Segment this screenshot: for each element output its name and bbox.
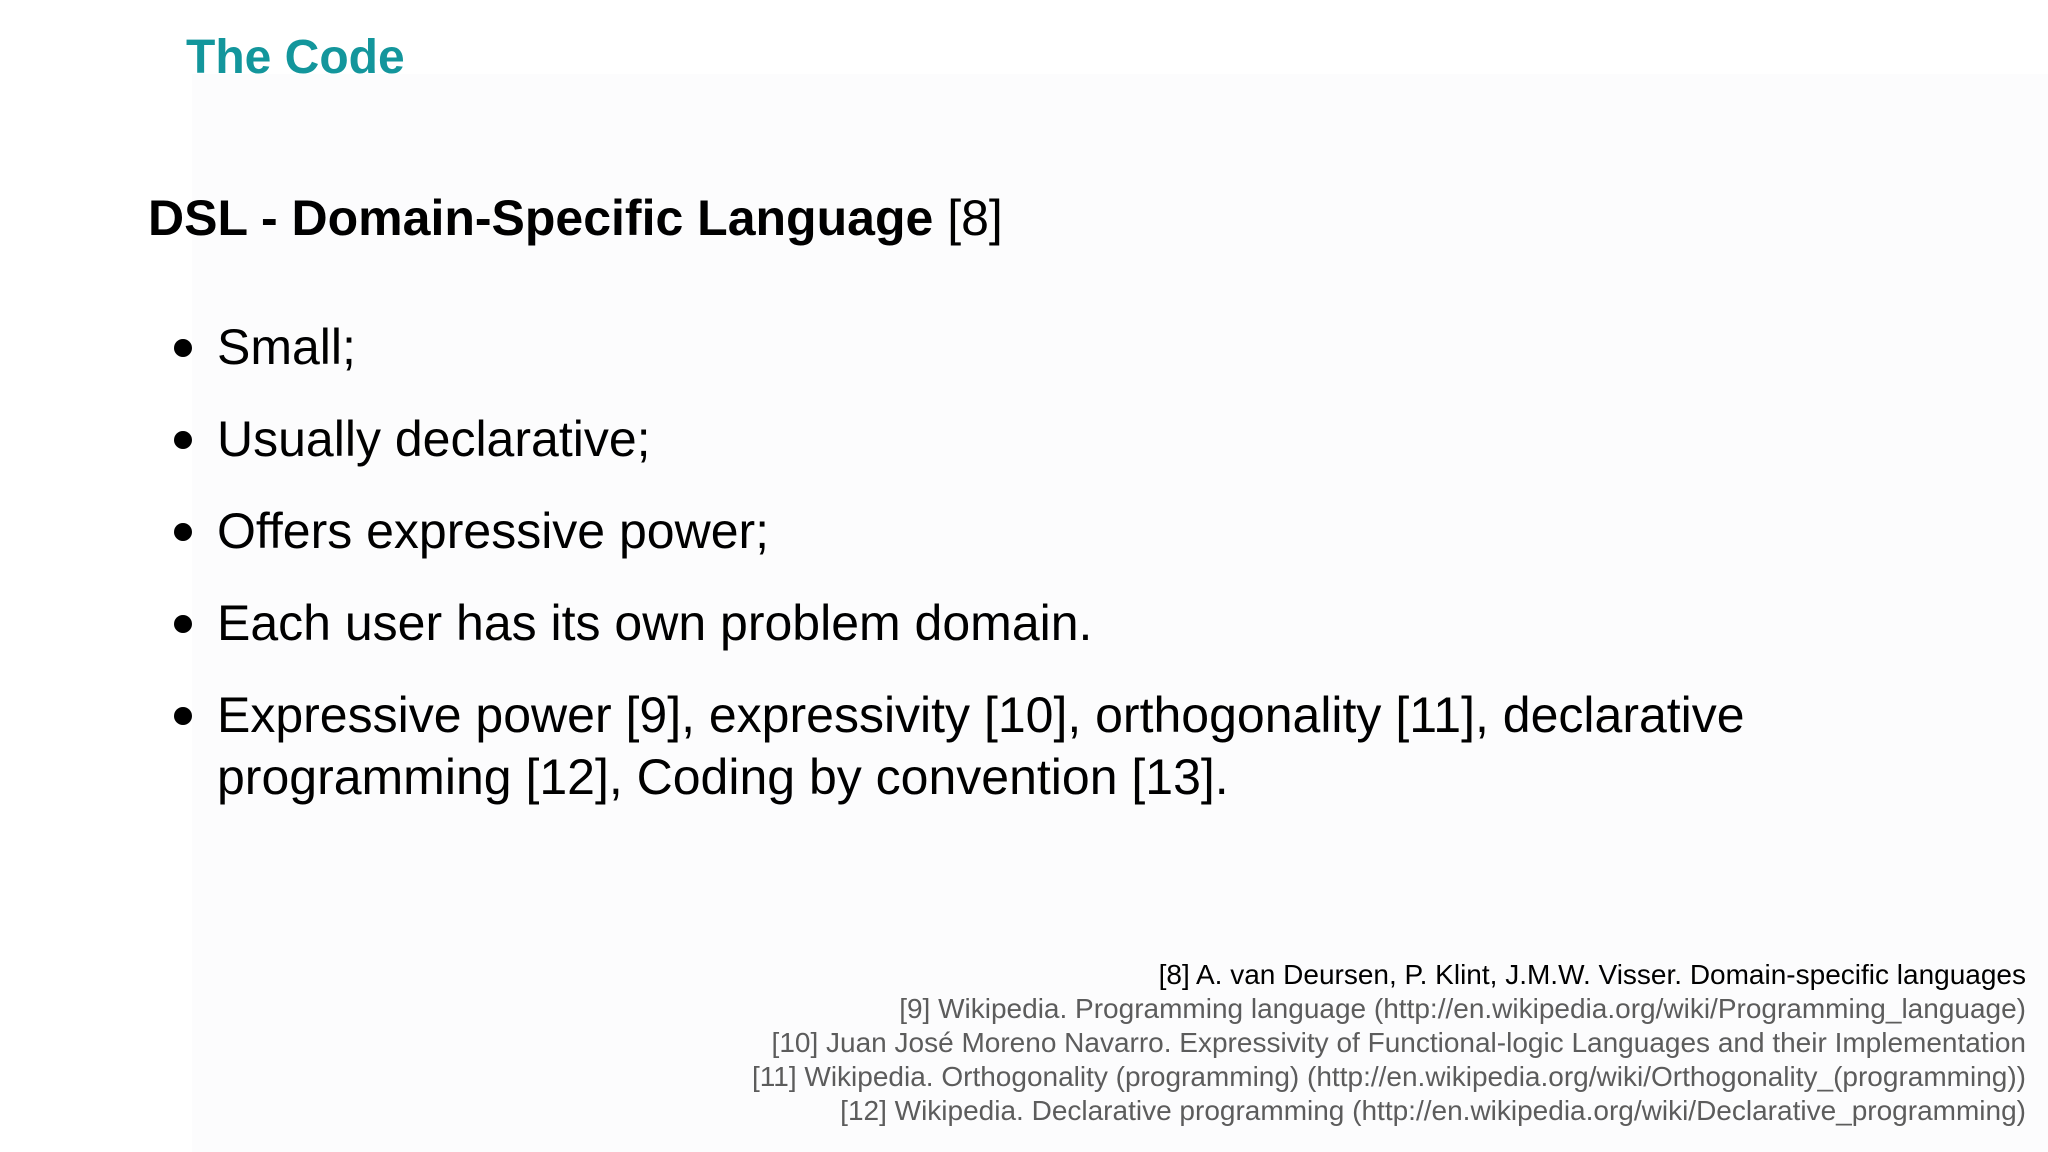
reference-item: [10] Juan José Moreno Navarro. Expressivity of Functional-logic Languages and their Implementation [771, 1027, 2026, 1058]
bullet-text: Small; [217, 319, 356, 375]
bullet-dot-icon [174, 707, 192, 725]
bullet-text: Expressive power [9], expressivity [10], orthogonality [11], declarative programming [12], Coding by convention [13]. [217, 687, 1745, 805]
bullet-item [170, 500, 1870, 562]
reference-item: [8] A. van Deursen, P. Klint, J.M.W. Visser. Domain-specific languages [1158, 959, 2026, 990]
references [752, 958, 2026, 1128]
slide-title: The Code [186, 31, 405, 84]
bullet-item [170, 316, 1870, 378]
bullet-text: Usually declarative; [217, 411, 651, 467]
bullet-dot-icon [174, 339, 192, 357]
bullet-text: Offers expressive power; [217, 503, 770, 559]
bullet-dot-icon [174, 615, 192, 633]
reference-item: [11] Wikipedia. Orthogonality (programming) (http://en.wikipedia.org/wiki/Orthogonality_(programming)) [752, 1061, 2026, 1092]
heading-reference: [8] [933, 190, 1003, 246]
bullet-list [170, 316, 1870, 838]
bullet-dot-icon [174, 523, 192, 541]
reference-item: [9] Wikipedia. Programming language (http://en.wikipedia.org/wiki/Programming_language) [899, 993, 2026, 1024]
bullet-item [170, 592, 1870, 654]
bullet-item [170, 684, 1897, 808]
section-heading [148, 188, 1003, 248]
reference-item: [12] Wikipedia. Declarative programming (http://en.wikipedia.org/wiki/Declarative_programming) [840, 1095, 2026, 1126]
heading-bold-text: DSL - Domain-Specific Language [148, 190, 934, 246]
bullet-dot-icon [174, 431, 192, 449]
bullet-item [170, 408, 1870, 470]
bullet-text: Each user has its own problem domain. [217, 595, 1093, 651]
